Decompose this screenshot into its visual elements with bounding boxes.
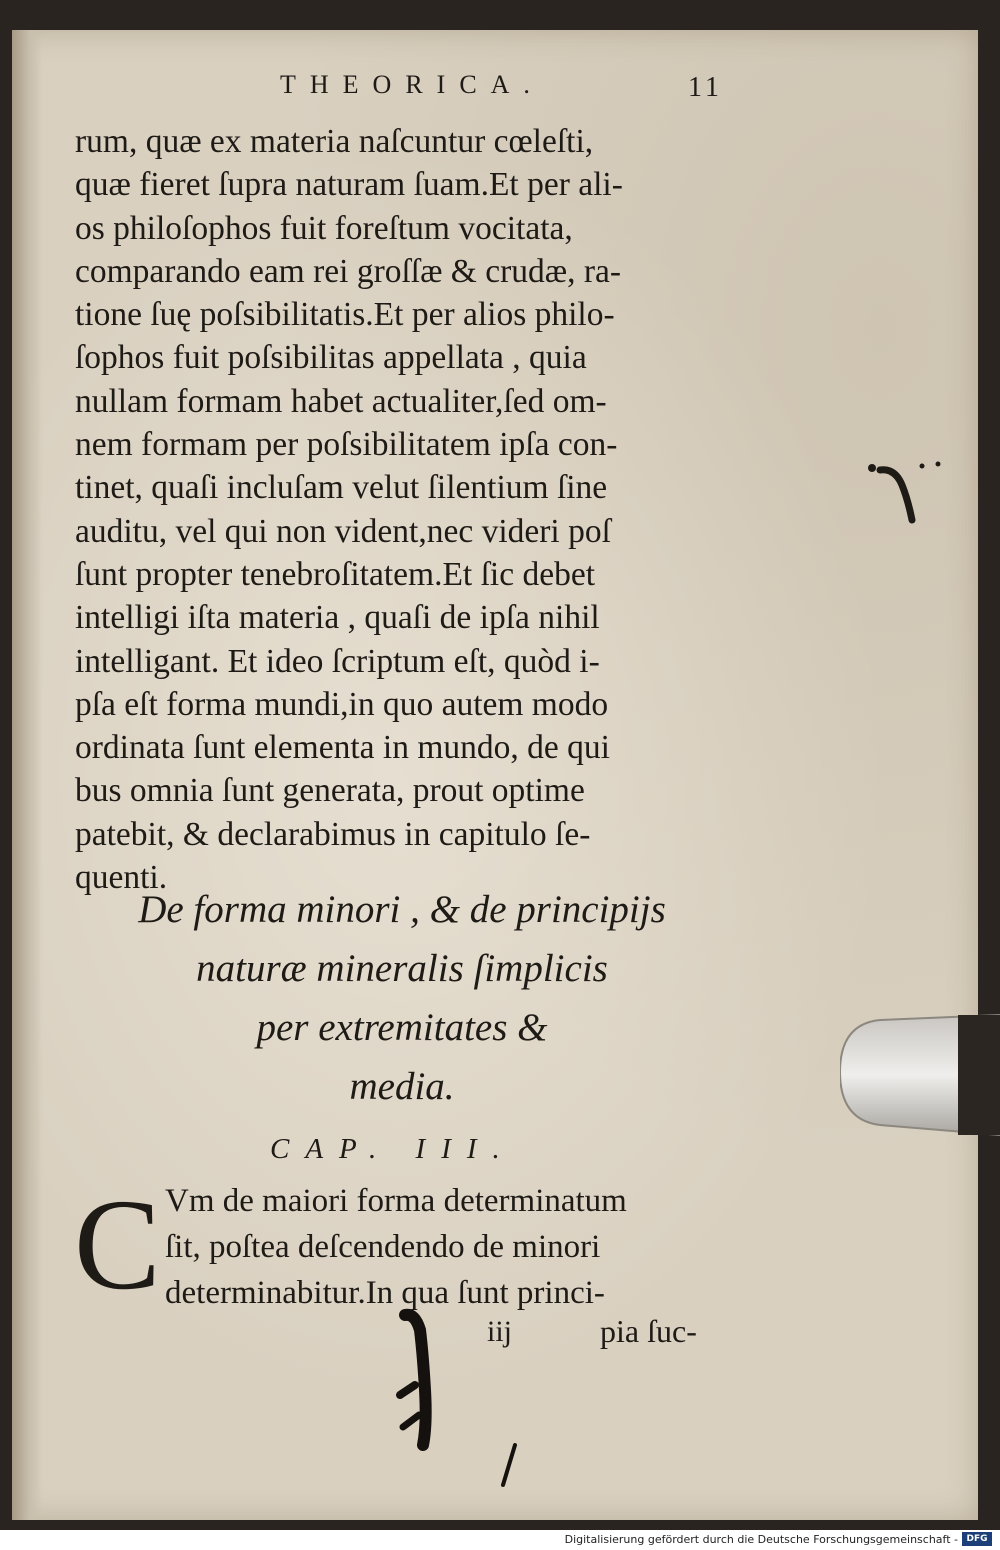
body-line: ſunt propter tenebroſitatem.Et ſic debet [75,555,596,593]
paragraph-line: ſit, poſtea deſcendendo de minori [165,1229,601,1265]
paragraph-line: determinabitur.In qua ſunt princi- [165,1275,605,1311]
section-heading [72,880,732,1116]
body-line: intelligi iſta materia , quaſi de ipſa nihil [75,599,600,637]
page-number: 11 [688,72,723,103]
body-line: ſophos fuit poſsibilitas appellata , quia [75,339,587,377]
drop-cap: C [74,1173,161,1317]
ink-blot-mark [385,1295,545,1495]
body-line: pſa eſt forma mundi,in quo autem modo [75,685,609,723]
body-line: quæ fieret ſupra naturam ſuam.Et per ali- [75,166,623,204]
body-line: intelligant. Et ideo ſcriptum eſt, quòd i- [75,642,600,680]
catchword: pia ſuc- [600,1313,697,1349]
heading-line: media. [349,1065,455,1108]
chapter-label: CAP. III. [270,1133,516,1165]
body-line: bus omnia ſunt generata, prout optime [75,772,585,810]
body-line: os philoſophos fuit foreſtum vocitata, [75,209,573,247]
heading-line: per extremitates & [256,1006,548,1049]
heading-line: De forma minori , & de principijs [138,888,666,931]
body-line: comparando eam rei groſſæ & crudæ, ra- [75,252,622,290]
body-text [75,120,735,899]
body-line: patebit, & declarabimus in capitulo ſe- [75,815,591,853]
signature-mark: iij [487,1315,513,1348]
body-line: quenti. [75,859,168,897]
heading-line: naturæ mineralis ſimplicis [196,947,608,990]
page-gutter [12,30,42,1520]
body-line: tinet, quaſi incluſam velut ſilentium ſine [75,469,608,507]
dfg-logo: DFG [962,1532,992,1546]
body-line: rum, quæ ex materia naſcuntur cœleſti, [75,123,594,160]
running-head: THEORICA. [280,70,544,99]
body-line: auditu, vel qui non vident,nec videri poſ [75,512,611,550]
body-line: tione ſuę poſsibilitatis.Et per alios philo- [75,296,615,334]
funding-notice: Digitalisierung gefördert durch die Deutsche Forschungsgemeinschaft - [564,1533,958,1546]
body-line: nem formam per poſsibilitatem ipſa con- [75,426,618,464]
body-line: nullam formam habet actualiter,ſed om- [75,382,607,420]
body-line: ordinata ſunt elementa in mundo, de qui [75,729,610,767]
paragraph-line: Vm de maiori forma determinatum [165,1183,627,1219]
page-clip [840,1010,1000,1140]
ink-stain-mark [860,440,960,540]
